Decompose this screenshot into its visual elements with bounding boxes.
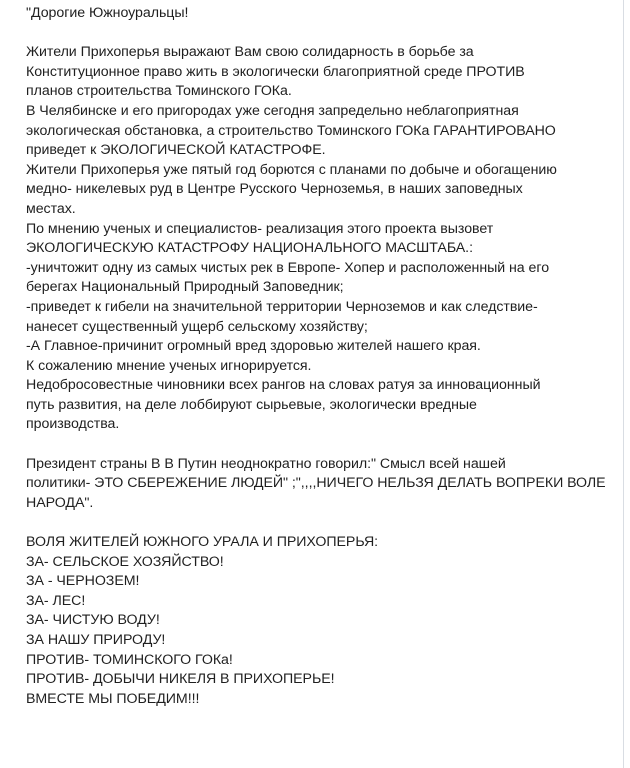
text-line: Жители Прихоперья уже пятый год борются с планами по добыче и обогащению <box>26 161 557 178</box>
text-line: По мнению ученых и специалистов- реализация этого проекта вызовет <box>26 220 494 237</box>
slogan-line: ЗА- ЛЕС! <box>26 592 86 609</box>
slogan-line: ЗА НАШУ ПРИРОДУ! <box>26 632 166 648</box>
text-line: берегах Национальный Природный Заповедник; <box>26 279 344 296</box>
post-greeting: "Дорогие Южноуральцы! <box>26 5 189 21</box>
text-line: экологическая обстановка, а строительство Томинского ГОКа ГАРАНТИРОВАНО <box>26 122 556 139</box>
president-quote-line: НАРОДА". <box>26 494 94 511</box>
slogan-line: ЗА- ЧИСТУЮ ВОДУ! <box>26 612 160 629</box>
slogan-line: ЗА - ЧЕРНОЗЕМ! <box>26 573 140 590</box>
text-line: планов строительства Томинского ГОКа. <box>26 83 292 100</box>
paragraph-spacer <box>26 513 612 533</box>
slogan-line: ПРОТИВ- ДОБЫЧИ НИКЕЛЯ В ПРИХОПЕРЬЕ! <box>26 671 335 688</box>
text-line: -приведет к гибели на значительной территории Черноземов и как следствие- <box>26 298 538 315</box>
text-line: В Челябинске и его пригородах уже сегодня запредельно неблагоприятная <box>26 102 519 119</box>
slogan-line: ПРОТИВ- ТОМИНСКОГО ГОКа! <box>26 651 233 668</box>
text-line: Конституционное право жить в экологически благоприятной среде ПРОТИВ <box>26 63 525 80</box>
text-line: ЭКОЛОГИЧЕСКУЮ КАТАСТРОФУ НАЦИОНАЛЬНОГО МАСШТАБА.: <box>26 240 473 257</box>
post-text <box>26 4 612 709</box>
paragraph-spacer <box>26 24 612 44</box>
slogan-line: ЗА- СЕЛЬСКОЕ ХОЗЯЙСТВО! <box>26 553 224 570</box>
text-line: путь развития, на деле лоббируют сырьевые, экологически вредные <box>26 396 477 413</box>
paragraph-spacer <box>26 435 612 455</box>
text-line: -уничтожит одну из самых чистых рек в Европе- Хопер и расположенный на его <box>26 259 550 276</box>
slogan-line: ВМЕСТЕ МЫ ПОБЕДИМ!!! <box>26 690 200 707</box>
text-line: Жители Прихоперья выражают Вам свою солидарность в борьбе за <box>26 44 474 61</box>
text-line: производства. <box>26 416 120 433</box>
text-line: -А Главное-причинит огромный вред здоровью жителей нашего края. <box>26 338 481 355</box>
text-line: Недобросовестные чиновники всех рангов на словах ратуя за инновационный <box>26 377 541 394</box>
slogan-heading: ВОЛЯ ЖИТЕЛЕЙ ЮЖНОГО УРАЛА И ПРИХОПЕРЬЯ: <box>26 534 379 551</box>
text-line: нанесет существенный ущерб сельскому хозяйству; <box>26 318 368 335</box>
text-line: К сожалению мнение ученых игнорируется. <box>26 357 312 374</box>
text-line: приведет к ЭКОЛОГИЧЕСКОЙ КАТАСТРОФЕ. <box>26 142 326 159</box>
president-quote-line: политики- ЭТО СБЕРЕЖЕНИЕ ЛЮДЕЙ" ;",,,,НИЧЕГО НЕЛЬЗЯ ДЕЛАТЬ ВОПРЕКИ ВОЛЕ <box>26 475 606 492</box>
president-quote-line: Президент страны В В Путин неоднократно говорил:" Смысл всей нашей <box>26 455 506 472</box>
text-line: местах. <box>26 200 76 217</box>
text-line: медно- никелевых руд в Центре Русского Черноземья, в наших заповедных <box>26 181 523 198</box>
